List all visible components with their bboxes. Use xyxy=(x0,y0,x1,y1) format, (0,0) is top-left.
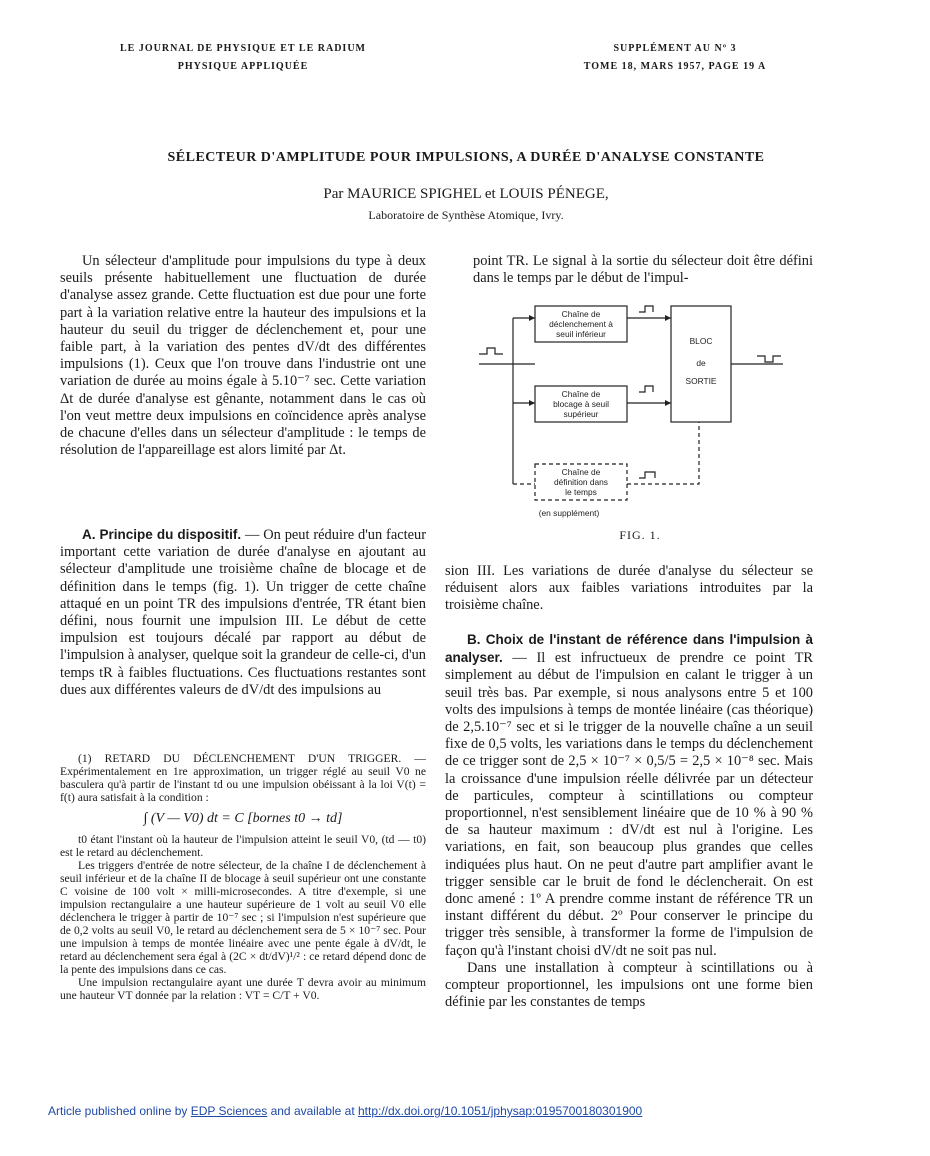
right-after-figure-paragraph: sion III. Les variations de durée d'analyse du sélecteur se réduisent alors aux faibles variations introduites par la troisième chaîne. xyxy=(445,563,813,614)
journal-section: PHYSIQUE APPLIQUÉE xyxy=(177,61,309,72)
box1-line2: déclenchement à xyxy=(549,319,613,329)
box3-line1: Chaîne de xyxy=(561,467,601,477)
article-title: SÉLECTEUR D'AMPLITUDE POUR IMPULSIONS, A DURÉE D'ANALYSE CONSTANTE xyxy=(167,150,765,165)
author-affiliation: Laboratoire de Synthèse Atomique, Ivry. xyxy=(368,208,564,222)
doi-link[interactable]: http://dx.doi.org/10.1051/jphysap:0195700180301900 xyxy=(357,1104,643,1118)
volume-page-label: TOME 18, MARS 1957, PAGE 19 A xyxy=(583,61,767,72)
publisher-link[interactable]: EDP Sciences xyxy=(190,1104,268,1118)
figure-caption: FIG. 1. xyxy=(619,528,661,542)
footnote-para-4: Une impulsion rectangulaire ayant une durée T devra avoir au minimum une hauteur VT donnée par la relation : VT = C/T + V0. xyxy=(60,976,426,1002)
footer-prefix: Article published online by xyxy=(48,1104,191,1118)
last-paragraph: Dans une installation à compteur à scintillations ou à compteur proportionnel, les impulsions ont une forme bien définie par les constantes de temps xyxy=(445,959,813,1011)
box1-line1: Chaîne de xyxy=(561,309,601,319)
bloc-line3: SORTIE xyxy=(685,376,717,386)
article-authors: Par MAURICE SPIGHEL et LOUIS PÉNEGE, xyxy=(323,186,609,202)
footnote-para-3: Les triggers d'entrée de notre sélecteur, de la chaîne I de déclenchement à seuil inférieur et de la chaîne II de blocage à seuil supérieur ont une constante C voisine de 100 volt × milli-microsecondes. A titre d'exemple, si une impulsion rectangulaire a une hauteur supérieure de 1 volt au seuil V0 elle déclenchera le trigger à partir de 10⁻⁷ sec ; si l'impulsion n'est supérieure que de 0,2 volts au seuil V0, le retard au déclenchement sera de 5 × 10⁻⁷ sec. Pour une impulsion à temps de montée linéaire avec une pente égale à dV/dt, le retard au déclenchement sera égal à (2C × dt/dV)¹/² : ce retard dépend donc de la pente des impulsions dans ce cas. xyxy=(60,859,426,976)
box1-line3: seuil inférieur xyxy=(556,329,606,339)
pulse-icon xyxy=(639,386,653,392)
journal-header xyxy=(88,40,398,76)
footnote-formula: ∫ (V — V0) dt = C [bornes t0 → td] xyxy=(143,811,343,826)
intro-paragraph-block xyxy=(60,253,426,459)
pulse-icon xyxy=(639,472,655,478)
footer-middle: and available at xyxy=(267,1104,358,1118)
section-a-block xyxy=(60,526,426,699)
bloc-line2: de xyxy=(696,358,706,368)
footnote-para-1 xyxy=(60,752,426,804)
figure-note: (en supplément) xyxy=(538,508,600,518)
supplement-label: SUPPLÉMENT AU Nº 3 xyxy=(613,43,737,54)
section-a-paragraph xyxy=(60,526,426,699)
section-a-text: — On peut réduire d'un facteur important cette variation de durée d'analyse en ajoutant au sélecteur d'amplitude une troisième chaîne de blocage et de définition dans le temps (fig. 1). Un trigger de cette chaîne attaqué en un point TR des impulsions d'entrée, TR étant bien défini, nous fournit une impulsion III. Le début de cette impulsion est toujours décalé par rapport au début de l'impulsion à analyser, quelque soit la grandeur de celle-ci, d'un temps tR à faibles fluctuations. Ces fluctuations restantes sont dues aux différentes valeurs de dV/dt des impulsions au xyxy=(60,527,426,698)
footnote-text-1: — Expérimentalement en 1re approximation, un trigger réglé au seuil V0 ne basculera qu'à partir de l'instant td ou une impulsion obéissant à la loi V(t) = f(t) aura satisfait à la condition : xyxy=(60,752,426,804)
journal-name: LE JOURNAL DE PHYSIQUE ET LE RADIUM xyxy=(120,43,366,54)
publication-footer xyxy=(48,1104,908,1118)
intro-paragraph: Un sélecteur d'amplitude pour impulsions du type à deux seuils présente habituellement une fluctuation de durée d'analyse assez grande. Cette fluctuation est due pour une forte part à la variation relative entre la hauteur des impulsions et la hauteur du seuil du trigger de déclenchement et, pour une faible part, à la variation des pentes dV/dt des différentes impulsions (1). Ceux que l'on trouve dans l'industrie ont une variation de durée au moins égale à 5.10⁻⁷ sec. Cette variation Δt de durée d'analyse est gênante, notamment dans le cas où l'on veut mettre deux impulsions en coïncidence après analyse de chacune d'elles dans un sélecteur d'amplitude : le temps de résolution de l'appareillage est alors limité par Δt. xyxy=(60,253,426,459)
bloc-line1: BLOC xyxy=(689,336,713,346)
right-top-block xyxy=(473,253,813,287)
pulse-icon xyxy=(639,306,653,312)
box2-line2: blocage à seuil xyxy=(553,399,609,409)
output-pulse-icon xyxy=(757,356,781,362)
footnote xyxy=(60,752,426,1002)
footnote-para-2: t0 étant l'instant où la hauteur de l'impulsion atteint le seuil V0, (td — t0) est le retard au déclenchement. xyxy=(60,833,426,859)
issue-header xyxy=(560,40,790,76)
box3-line3: le temps xyxy=(565,487,597,497)
box2-line1: Chaîne de xyxy=(561,389,601,399)
right-top-paragraph: point TR. Le signal à la sortie du sélecteur doit être défini dans le temps par le début de l'impul- xyxy=(473,253,813,287)
right-after-figure-block xyxy=(445,563,813,615)
box2-line3: supérieur xyxy=(563,409,599,419)
input-pulse-icon xyxy=(479,348,503,354)
section-b-text: — Il est infructueux de prendre ce point TR simplement au début de l'impulsion en calant le trigger à un seuil très bas. Par exemple, si nous analysons entre 5 et 100 volts des impulsions à temps de montée linéaire (cas théorique) de 2,5.10⁻⁷ sec et si le trigger de la nouvelle chaîne a un seuil fixe de 0,5 volts, les variations dans le temps du déclenchement de ce trigger sont de 2,5 × 10⁻⁷ × 0,5/5 = 2,5 × 10⁻⁸ sec. Mais la croissance d'une impulsion réelle délivrée par un détecteur de particules, compteur à scintillations ou compteur proportionnel, n'est sensiblement linéaire que de 10 % à 90 % de sa hauteur maximum : dV/dt est nul à l'origine. Les variations, en fait, son beaucoup plus grandes que celles indiquées plus haut. On ne peut d'autre part amplifier avant le trigger sensible car le bruit de fond le déclencherait. On est donc amené : 1º A prendre comme instant de référence TR un instant différent du début. 2º Pour conserver le principe du trigger très sensible, à transformer la forme de l'impulsion de façon qu'à l'instant choisi dV/dt ne soit pas nul. xyxy=(445,650,813,959)
section-b-heading: B. Choix de l'instant de référence dans l'impulsion à analyser. xyxy=(445,632,813,666)
section-b-paragraph xyxy=(445,631,813,960)
footnote-lead: (1) RETARD DU DÉCLENCHEMENT D'UN TRIGGER. xyxy=(78,752,402,765)
section-b-block xyxy=(445,631,813,1011)
block-diagram-figure xyxy=(473,298,818,526)
box3-line2: définition dans xyxy=(553,477,609,487)
section-a-heading: A. Principe du dispositif. xyxy=(82,527,242,542)
